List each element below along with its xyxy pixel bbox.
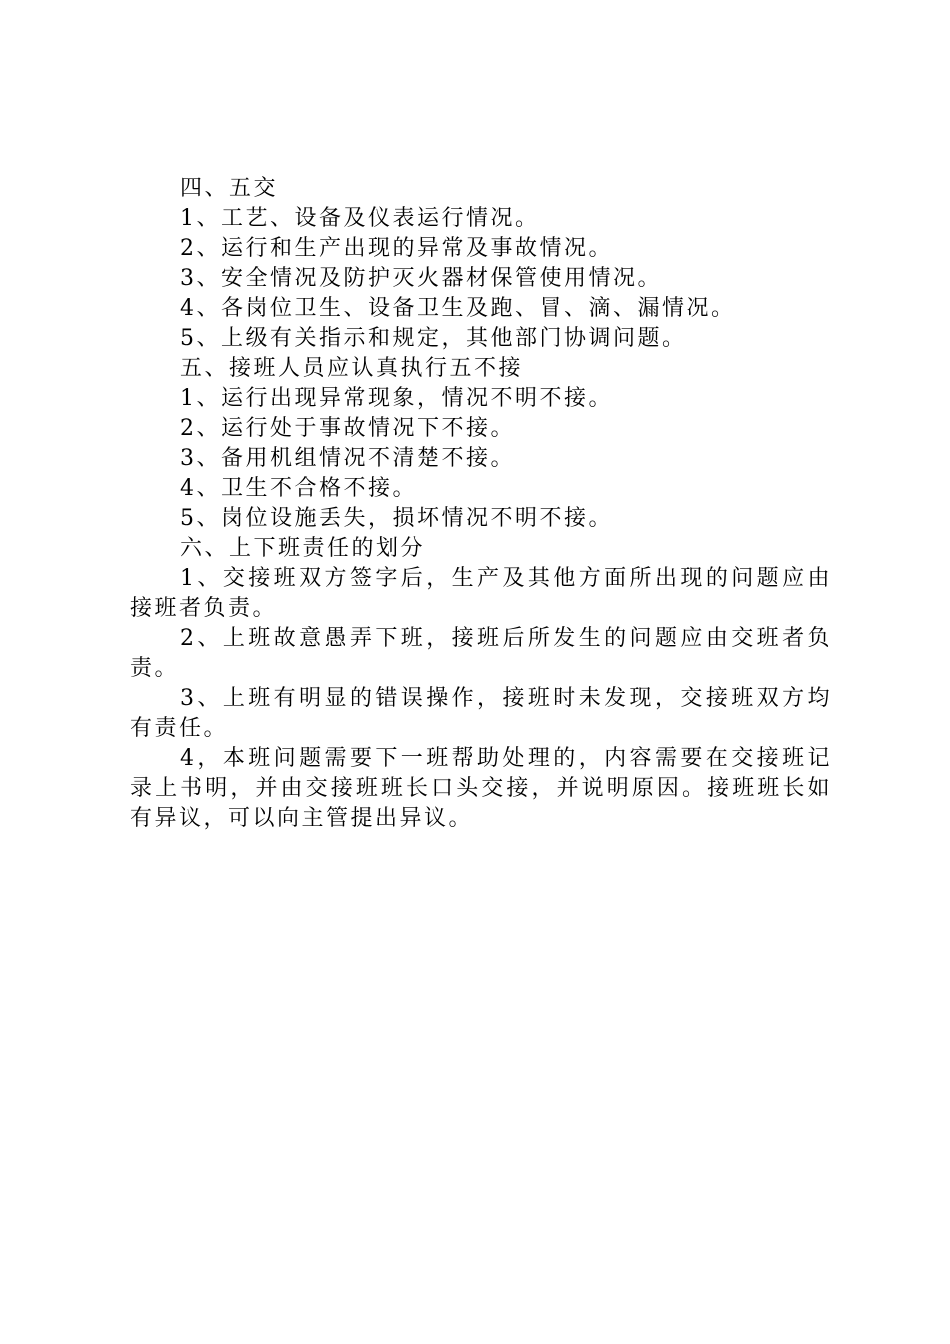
document-body [130,174,832,834]
section-6-item-3: 3、上班有明显的错误操作，接班时未发现，交接班双方均有责任。 [130,686,832,741]
section-4-item-5: 5、上级有关指示和规定，其他部门协调问题。 [180,326,687,351]
section-5-heading: 五、接班人员应认真执行五不接 [180,356,524,381]
section-4-item-2: 2、运行和生产出现的异常及事故情况。 [180,236,613,261]
section-4-item-4: 4、各岗位卫生、设备卫生及跑、冒、滴、漏情况。 [180,296,736,321]
section-5-item-1: 1、运行出现异常现象，情况不明不接。 [180,386,613,411]
section-5-item-3: 3、备用机组情况不清楚不接。 [180,446,515,471]
section-6-heading: 六、上下班责任的划分 [180,536,426,561]
section-6-item-2: 2、上班故意愚弄下班，接班后所发生的问题应由交班者负责。 [130,626,832,681]
section-4-item-1: 1、工艺、设备及仪表运行情况。 [180,206,540,231]
section-6-item-1: 1、交接班双方签字后，生产及其他方面所出现的问题应由接班者负责。 [130,566,832,621]
section-5-item-2: 2、运行处于事故情况下不接。 [180,416,515,441]
section-4-heading: 四、五交 [180,176,279,201]
section-6-item-4: 4，本班问题需要下一班帮助处理的，内容需要在交接班记录上书明，并由交接班班长口头交接，并说明原因。接班班长如有异议，可以向主管提出异议。 [130,746,832,831]
section-4-item-3: 3、安全情况及防护灭火器材保管使用情况。 [180,266,662,291]
section-5-item-5: 5、岗位设施丢失，损坏情况不明不接。 [180,506,613,531]
section-5-item-4: 4、卫生不合格不接。 [180,476,417,501]
